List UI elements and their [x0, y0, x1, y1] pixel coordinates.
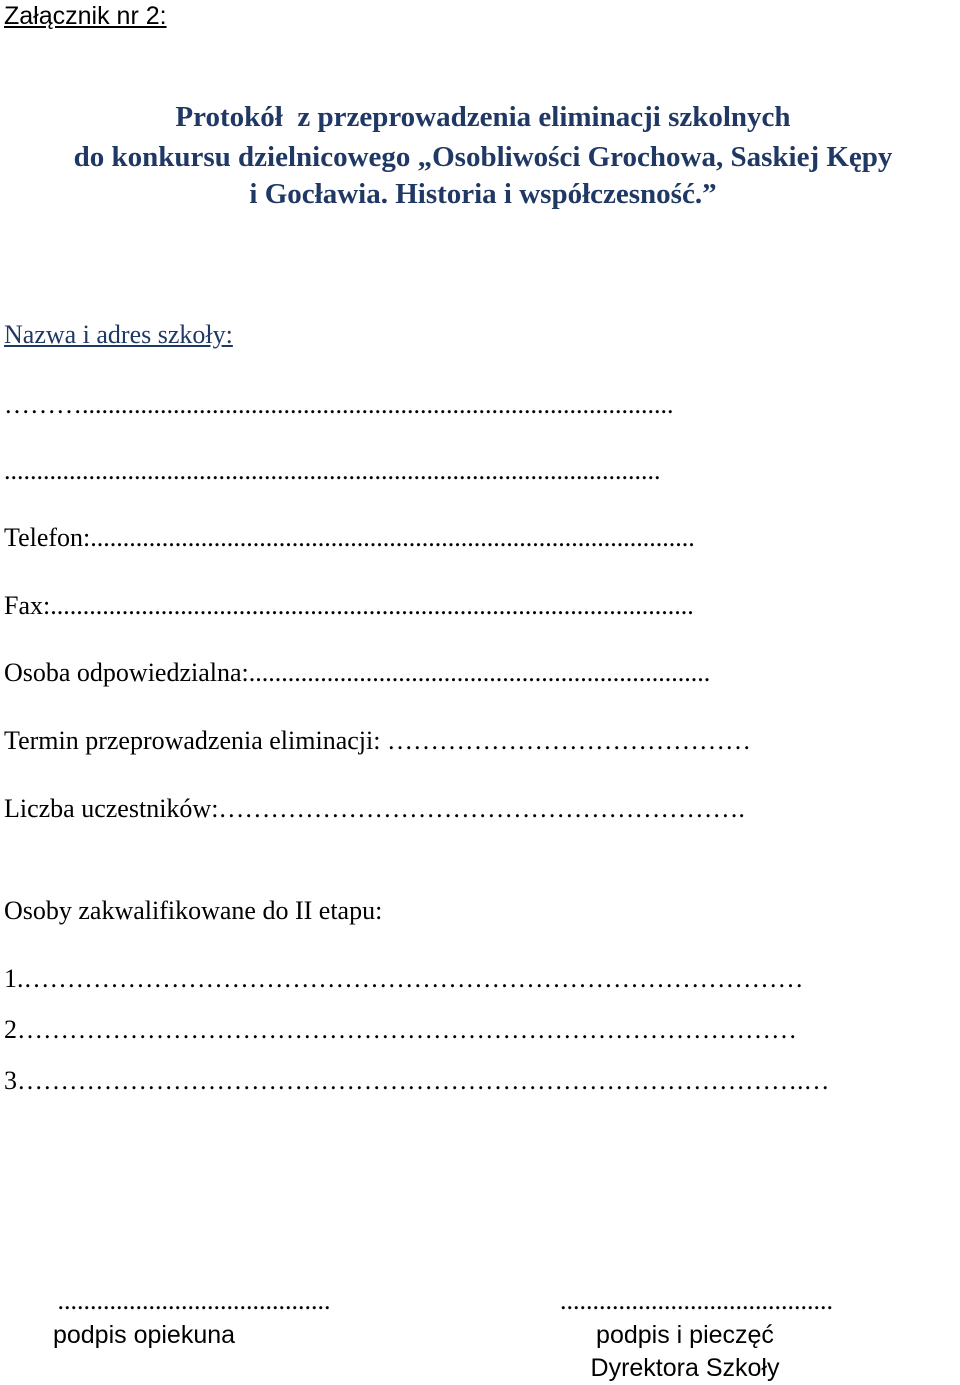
responsible-person-field: Osoba odpowiedzialna:.......................................................................	[4, 658, 711, 687]
school-address-line-1: ………...........................................................................................	[4, 390, 674, 419]
school-address-line-2: .....................................................................................................	[4, 456, 661, 485]
supervisor-signature-line: ..........................................	[57, 1286, 331, 1315]
director-signature-label-1: podpis i pieczęć	[596, 1321, 774, 1349]
elimination-date-field: Termin przeprowadzenia eliminacji: ……………………………………	[4, 726, 751, 755]
phone-field: Telefon:.............................................................................................	[4, 523, 695, 552]
director-signature-label-2: Dyrektora Szkoły	[590, 1354, 780, 1382]
participants-count-field: Liczba uczestników:…………………………………………………….	[4, 794, 745, 823]
school-name-label: Nazwa i adres szkoły:	[4, 320, 233, 349]
attachment-label: Załącznik nr 2:	[4, 2, 167, 30]
director-signature-line: ..........................................	[560, 1286, 833, 1315]
qualified-item-3: 3……………………………………………………………………………….…	[4, 1066, 830, 1095]
qualified-item-2: 2………………………………………………………………………………	[4, 1015, 797, 1044]
supervisor-signature-label: podpis opiekuna	[52, 1321, 236, 1349]
title-line-3: i Gocławia. Historia i współczesność.”	[249, 178, 717, 210]
qualified-heading: Osoby zakwalifikowane do II etapu:	[4, 896, 383, 925]
title-line-1: Protokół z przeprowadzenia eliminacji szkolnych	[175, 101, 791, 133]
title-line-2: do konkursu dzielnicowego „Osobliwości Grochowa, Saskiej Kępy	[73, 141, 893, 173]
qualified-item-1: 1.………………………………………………………………………………	[4, 964, 804, 993]
fax-field: Fax:...................................................................................................	[4, 591, 694, 620]
